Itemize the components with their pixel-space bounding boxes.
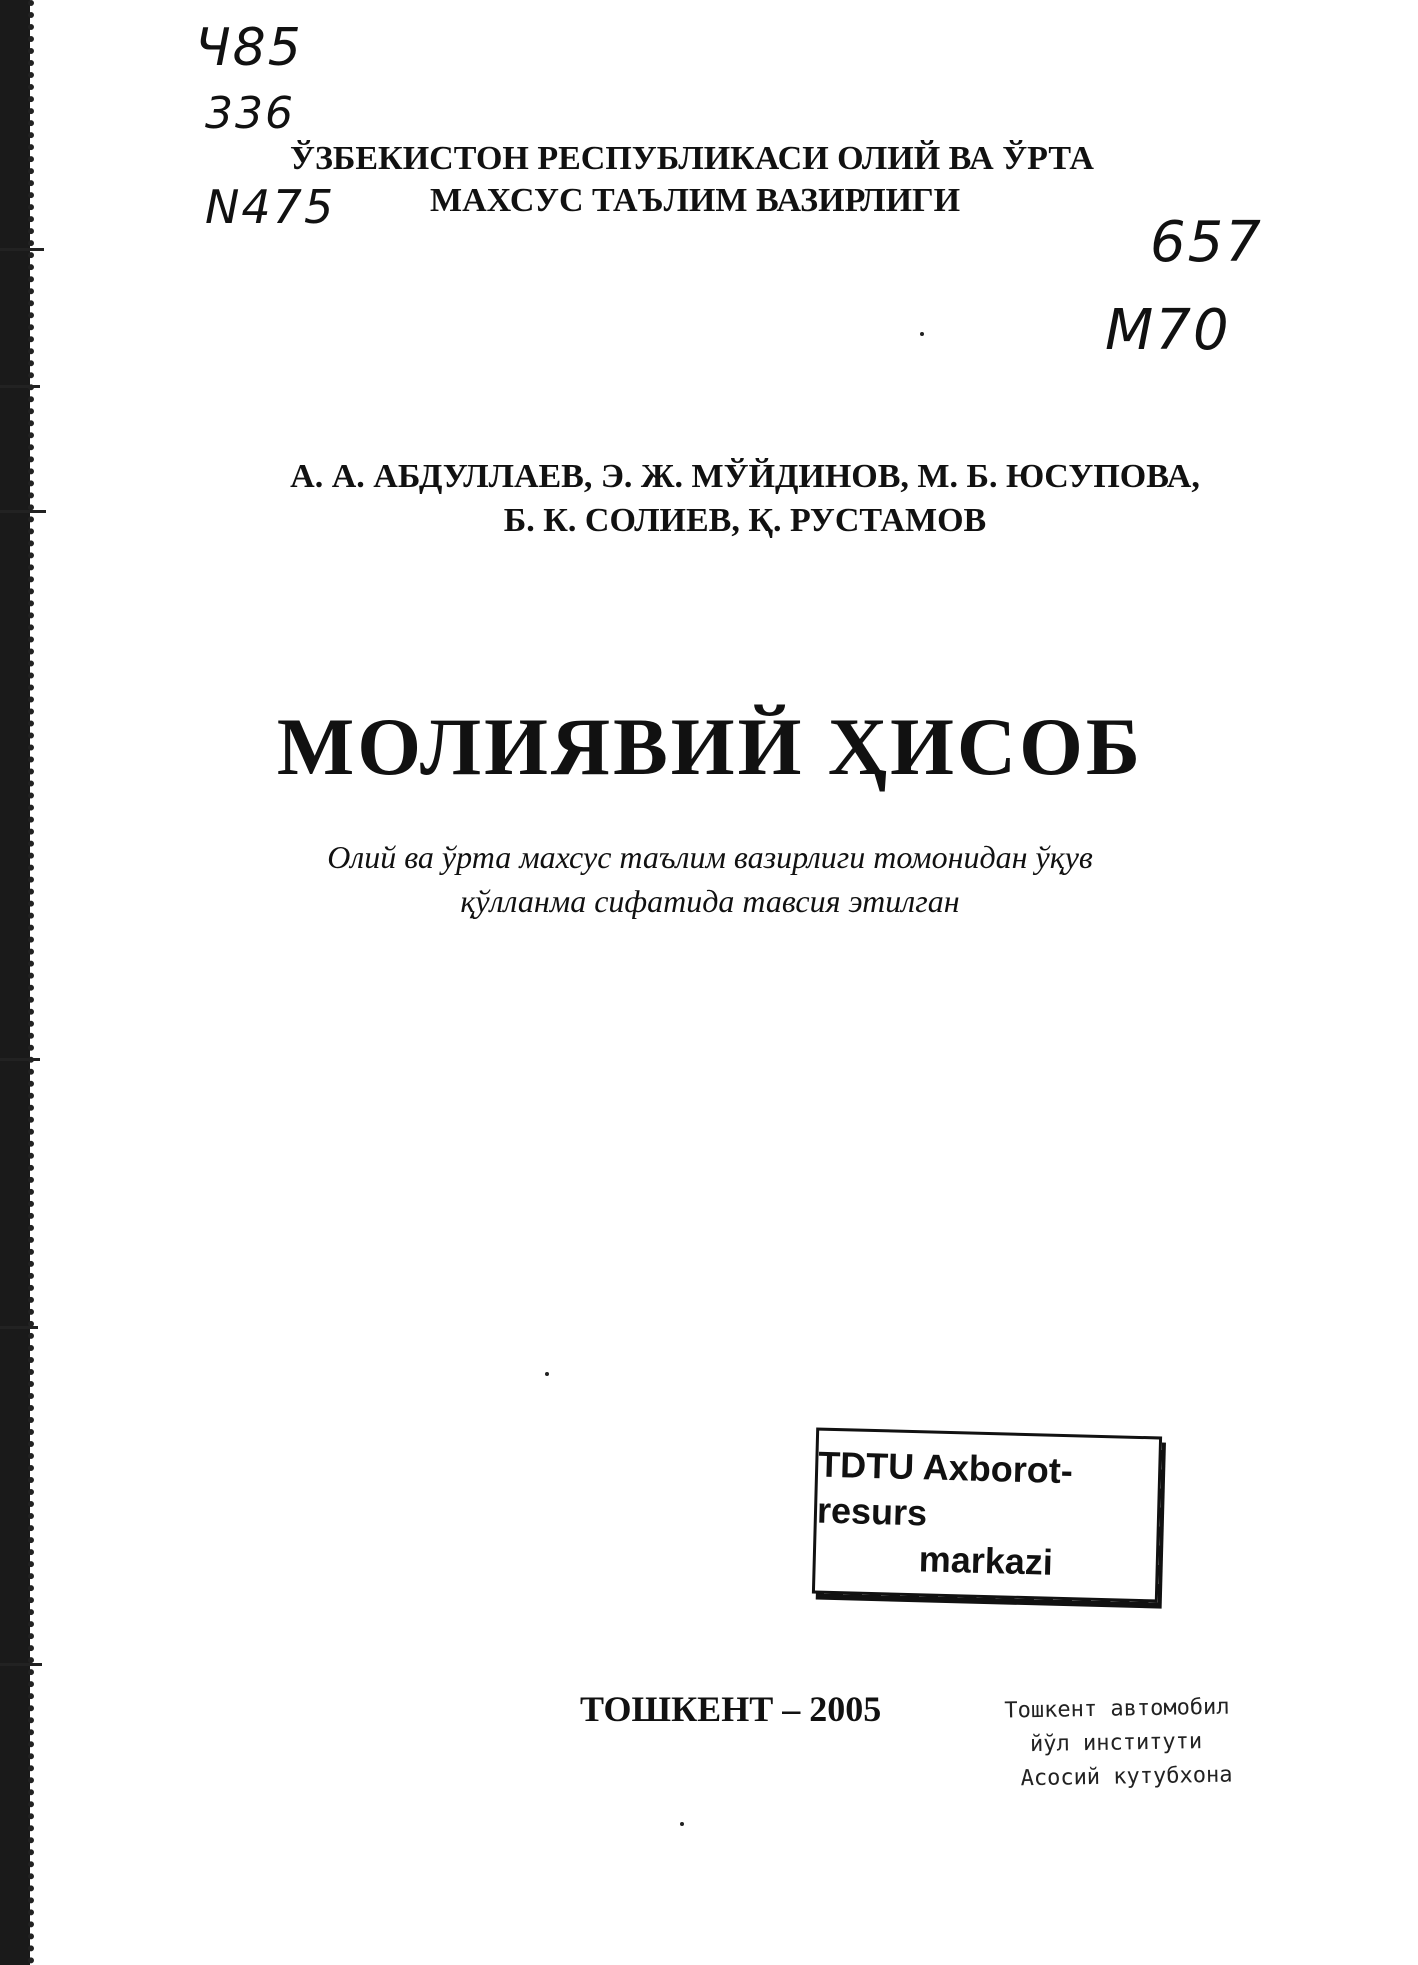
book-subtitle	[200, 835, 1220, 923]
subtitle-line: қўлланма сифатида тавсия этилган	[460, 883, 960, 919]
ink-speck	[545, 1372, 549, 1376]
scan-artifact	[0, 1326, 38, 1329]
scan-artifact	[0, 248, 44, 251]
stamp-line: йўл институти	[1029, 1729, 1203, 1758]
subtitle-line: Олий ва ўрта махсус таълим вазирлиги томонидан ўқув	[327, 839, 1093, 875]
stamp-line: Асосий кутубхона	[1020, 1762, 1233, 1792]
stamp-line: TDTU Axborot-resurs	[816, 1443, 1074, 1534]
scan-edge-fray	[28, 0, 48, 1965]
ink-speck	[920, 332, 924, 336]
ministry-heading	[240, 138, 1200, 222]
authors-line: Б. К. СОЛИЕВ, Қ. РУСТАМОВ	[503, 502, 987, 539]
handwritten-number: 657	[1150, 210, 1263, 275]
handwritten-code: Ч85	[195, 18, 303, 78]
library-resource-stamp	[812, 1427, 1162, 1602]
handwritten-code: М70	[1105, 298, 1231, 363]
scan-artifact	[0, 510, 46, 513]
authors-line: А. А. АБДУЛЛАЕВ, Э. Ж. МЎЙДИНОВ, М. Б. ЮСУПОВА,	[290, 458, 1200, 495]
scan-artifact	[0, 385, 40, 388]
ministry-line: МАХСУС ТАЪЛИМ ВАЗИРЛИГИ	[430, 182, 961, 219]
authors	[190, 455, 1300, 543]
ministry-line: ЎЗБЕКИСТОН РЕСПУБЛИКАСИ ОЛИЙ ВА ЎРТА	[290, 140, 1094, 177]
handwritten-code: 336	[205, 88, 295, 139]
scan-artifact	[0, 1663, 42, 1666]
handwritten-code: N475	[205, 180, 336, 234]
institute-library-stamp	[999, 1689, 1301, 1796]
scan-artifact	[0, 1058, 40, 1061]
stamp-line: markazi	[918, 1538, 1054, 1583]
book-title: МОЛИЯВИЙ ҲИСОБ	[276, 701, 1144, 792]
stamp-line: Тошкент автомобил	[1004, 1694, 1230, 1724]
scan-edge-shadow	[0, 0, 30, 1965]
city-year: ТОШКЕНТ – 2005	[580, 1689, 882, 1729]
ink-speck	[680, 1822, 684, 1826]
